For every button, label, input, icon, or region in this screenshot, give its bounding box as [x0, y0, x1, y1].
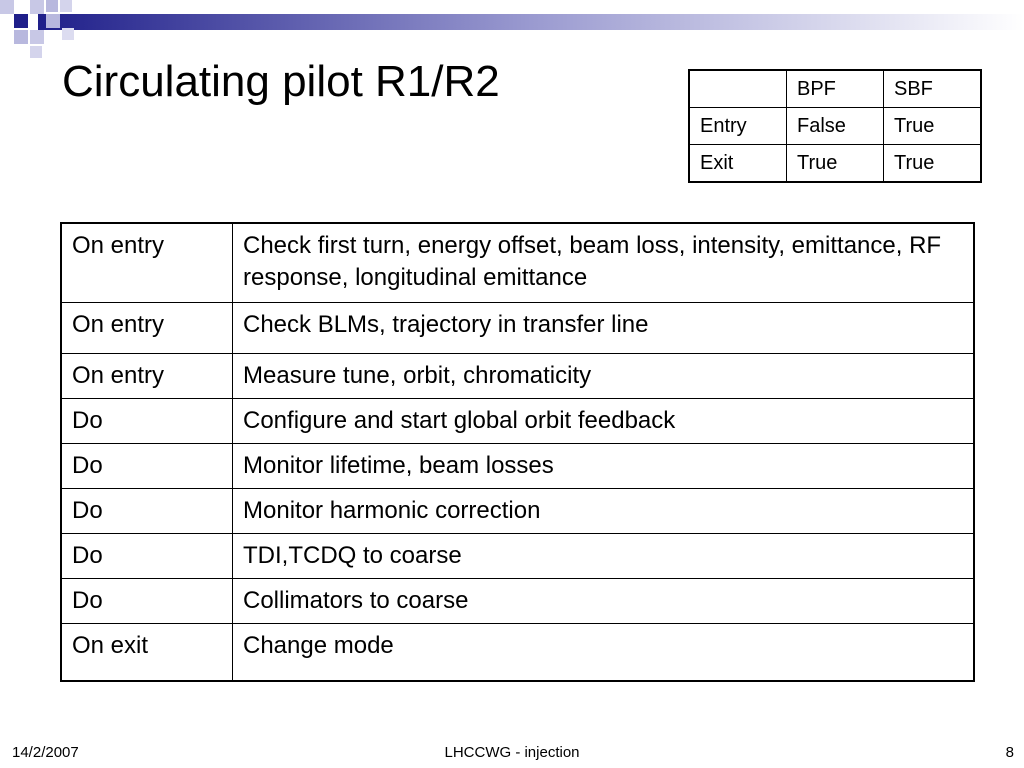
table-row [61, 444, 974, 489]
state-cell: False [787, 108, 884, 145]
state-table [688, 69, 982, 183]
action-cell: Collimators to coarse [233, 579, 975, 624]
table-row [61, 223, 974, 303]
table-row [61, 489, 974, 534]
phase-cell: Do [61, 534, 233, 579]
state-table-header-row [689, 70, 981, 108]
footer-date: 14/2/2007 [12, 744, 79, 761]
action-cell: Check BLMs, trajectory in transfer line [233, 303, 975, 354]
action-cell: Configure and start global orbit feedback [233, 399, 975, 444]
action-cell: Change mode [233, 624, 975, 682]
state-row-label: Entry [689, 108, 787, 145]
footer-title: LHCCWG - injection [444, 744, 580, 761]
table-row [61, 624, 974, 682]
phase-cell: Do [61, 444, 233, 489]
table-row [61, 354, 974, 399]
phase-cell: On entry [61, 354, 233, 399]
phase-cell: On entry [61, 303, 233, 354]
state-row-label: Exit [689, 145, 787, 183]
slide-header-decoration [0, 0, 1024, 64]
action-cell: Measure tune, orbit, chromaticity [233, 354, 975, 399]
phase-cell: On entry [61, 223, 233, 303]
footer-page-number: 8 [1005, 744, 1014, 761]
state-header-cell: BPF [787, 70, 884, 108]
phase-cell: On exit [61, 624, 233, 682]
state-cell: True [884, 145, 982, 183]
phase-cell: Do [61, 489, 233, 534]
state-table-row [689, 108, 981, 145]
action-cell: Monitor harmonic correction [233, 489, 975, 534]
action-cell: Check first turn, energy offset, beam loss, intensity, emittance, RF response, longitudinal emittance [233, 223, 975, 303]
slide-title: Circulating pilot R1/R2 [62, 57, 500, 106]
table-row [61, 399, 974, 444]
state-table-row [689, 145, 981, 183]
state-header-cell: SBF [884, 70, 982, 108]
state-header-cell [689, 70, 787, 108]
table-row [61, 579, 974, 624]
table-row [61, 303, 974, 354]
table-row [61, 534, 974, 579]
procedure-table [60, 222, 975, 682]
phase-cell: Do [61, 399, 233, 444]
action-cell: TDI,TCDQ to coarse [233, 534, 975, 579]
state-cell: True [787, 145, 884, 183]
action-cell: Monitor lifetime, beam losses [233, 444, 975, 489]
state-cell: True [884, 108, 982, 145]
phase-cell: Do [61, 579, 233, 624]
